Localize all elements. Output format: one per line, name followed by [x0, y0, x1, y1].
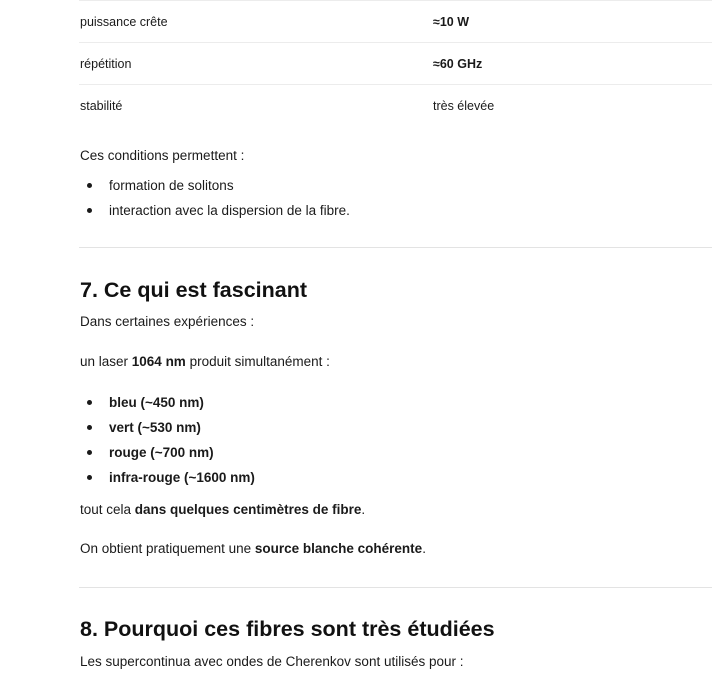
section-7-intro: Dans certaines expériences : — [80, 314, 255, 329]
bullet-icon — [87, 183, 92, 188]
table-cell-value: ≈10 W — [433, 15, 470, 29]
source-sentence — [80, 540, 426, 558]
source-phrase: source blanche cohérente — [254, 541, 423, 556]
laser-wavelength: 1064 nm — [131, 354, 186, 369]
section-8-heading: 8. Pourquoi ces fibres sont très étudiées — [80, 617, 495, 641]
list-item — [80, 440, 255, 465]
conditions-intro: Ces conditions permettent : — [80, 148, 245, 163]
text-span: un laser — [80, 354, 132, 369]
section-divider — [79, 587, 712, 588]
table-row — [79, 43, 712, 85]
table-row — [79, 85, 712, 126]
conditions-list — [80, 173, 350, 223]
list-item — [80, 465, 255, 490]
list-item-text: vert (~530 nm) — [109, 420, 201, 435]
section-8-intro: Les supercontinua avec ondes de Cherenkov sont utilisés pour : — [80, 654, 464, 669]
bullet-icon — [87, 475, 92, 480]
table-row — [79, 0, 712, 43]
table-cell-value: ≈60 GHz — [433, 57, 483, 71]
list-item-text: infra-rouge (~1600 nm) — [109, 470, 255, 485]
fiber-sentence — [80, 501, 365, 519]
list-item — [80, 173, 350, 198]
fiber-phrase: dans quelques centimètres de fibre — [134, 502, 362, 517]
list-item — [80, 198, 350, 223]
list-item-text: interaction avec la dispersion de la fibre. — [109, 203, 350, 218]
list-item-text: bleu (~450 nm) — [109, 395, 204, 410]
text-span: On obtient pratiquement une — [80, 541, 255, 556]
text-span: . — [422, 541, 426, 556]
bullet-icon — [87, 400, 92, 405]
laser-sentence — [80, 353, 330, 371]
section-divider — [79, 247, 712, 248]
text-span: produit simultanément : — [185, 354, 330, 369]
bullet-icon — [87, 208, 92, 213]
list-item-text: formation de solitons — [109, 178, 234, 193]
list-item-text: rouge (~700 nm) — [109, 445, 214, 460]
list-item — [80, 390, 255, 415]
table-cell-label: puissance crête — [80, 15, 168, 29]
colors-list — [80, 390, 255, 490]
text-span: . — [361, 502, 366, 517]
table-cell-label: répétition — [80, 57, 132, 71]
section-7-heading: 7. Ce qui est fascinant — [80, 278, 308, 302]
text-span: tout cela — [80, 502, 135, 517]
list-item — [80, 415, 255, 440]
table-cell-label: stabilité — [80, 99, 123, 113]
bullet-icon — [87, 425, 92, 430]
properties-table — [79, 0, 712, 126]
table-cell-value: très élevée — [433, 99, 495, 113]
bullet-icon — [87, 450, 92, 455]
